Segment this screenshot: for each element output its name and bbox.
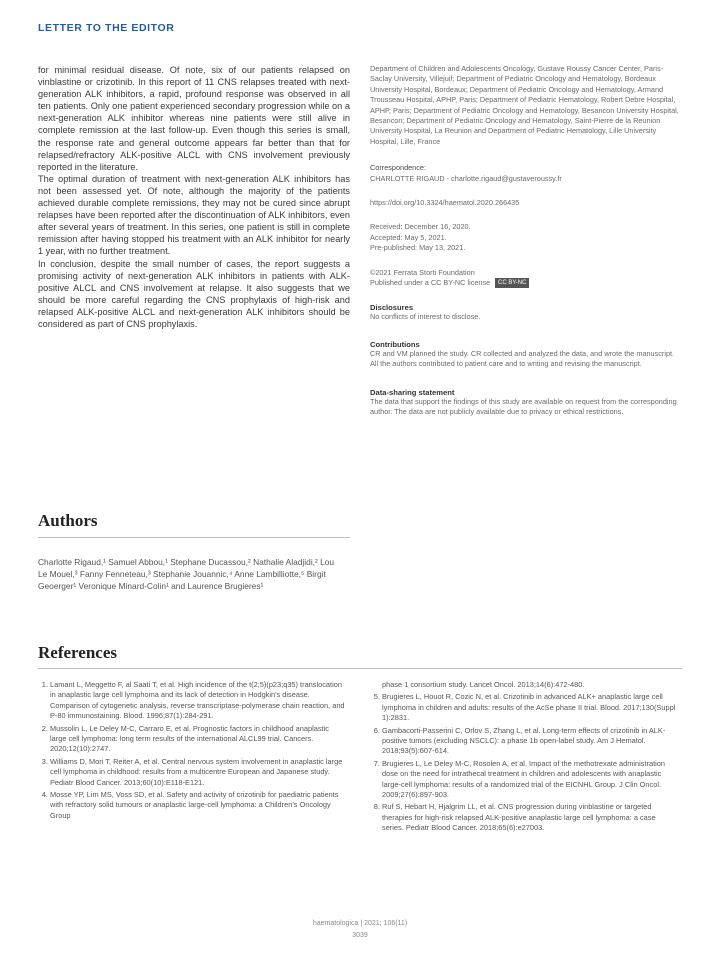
page-number: 3039 [352,932,368,939]
body-paragraph: for minimal residual disease. Of note, six of our patients relapsed on vinblastine or crizotinib. In this report of 11 CNS relapses treated with next-generation ALK inhibitors, a rapid, profound response was observed in all ten patients. Only one patient experienced secondary progression while on a next-generation ALK inhibitor whereas nine patients were still alive in complete remission at the last follow-up. Even though this series is small, the response rate and general outcome appears far better than that for relapsed/refractory ALK-positive ALCL with CNS involvement previously reported in the literature. [38,65,350,172]
license-line [370,278,680,288]
accepted-date: Accepted: May 5, 2021. [370,232,447,242]
reference-item: 6. Gambacorti-Passerini C, Orlov S, Zhang L, et al. Long-term effects of crizotinib in ALK-positive tumors (excluding NSCLC): a phase 1b open-label study. Am J Hematol. 2018;93(5):607-614. [382,726,676,757]
contributions-text: CR and VM planned the study. CR collected and analyzed the data, and wrote the manuscript. All the authors contributed to patient care and to writing and revising the manuscript. [370,348,675,369]
section-label: LETTER TO THE EDITOR [38,22,175,34]
correspondence-text[interactable]: CHARLOTTE RIGAUD - charlotte.rigaud@gustaveroussy.fr [370,173,562,183]
disclosures-text: No conflicts of interest to disclose. [370,311,481,321]
article-metadata [370,64,680,418]
references-left-column [38,680,346,823]
disclosures-title: Disclosures [370,302,414,312]
copyright-line: ©2021 Ferrata Storti Foundation [370,267,475,277]
affiliations: Department of Children and Adolescents Oncology, Gustave Roussy Cancer Center, Paris-Saclay University, Villejuif; Department of Pediatric Oncology and Hematology, Bordeaux University Hospital, Bordeaux; Department of Pediatric Oncology and Hematology, Armand Trousseau Hospital, APHP, Paris; Department of Pediatric Hematology, Robert Debre Hospital, APHP, Paris; Department of Pediatric Oncology and Hematology, Besancon University Hospital, Besancon; Department of Pediatric Oncology and Hematology, Saint-Pierre de la Reunion University Hospital, La Reunion and Department of Pediatric Hematology, Lille University Hospital, Lille, France [370,64,679,146]
data-sharing-title: Data-sharing statement [370,387,455,397]
authors-list: Charlotte Rigaud,¹ Samuel Abbou,¹ Stephane Ducassou,² Nathalie Aladjidi,² Lou Le Mouel,³ Fanny Fenneteau,³ Stephanie Jouannic,⁴ Anne Lambilliotte,⁵ Birgit Geoerger¹ Veronique Minard-Colin¹ and Laurence Brugieres¹ [38,557,335,591]
journal-footer: haematologica | 2021; 106(11) [312,920,408,927]
reference-item: 4. Mosse YP, Lim MS, Voss SD, et al. Safety and activity of crizotinib for paediatric patients with refractory solid tumours or anaplastic large-cell lymphoma: a Children's Oncology Group [50,790,346,821]
body-paragraph: In conclusion, despite the small number of cases, the report suggests a promising activity of next-generation ALK inhibitors in patients with ALK-positive ALCL and CNS involvement at relapse. It also suggests that we should be more careful regarding the CNS prophylaxis of high-risk and relapsed ALK-positive ALCL and next-generation ALK inhibitors should be considered as part of CNS prophylaxis. [38,258,350,329]
reference-item: 1. Lamant L, Meggetto F, al Saati T, et al. High incidence of the t(2;5)(p23;q35) translocation in anaplastic large cell lymphoma and its lack of detection in Hodgkin's disease. Comparison of cytogenetic analysis, reverse transcriptase-polymerase chain reaction, and P-80 immunostaining. Blood. 1996;87(1):284-291. [50,680,346,722]
doi-link[interactable]: https://doi.org/10.3324/haematol.2020.266435 [370,198,520,208]
received-date: Received: December 16, 2020. [370,222,471,232]
body-paragraph: The optimal duration of treatment with next-generation ALK inhibitors has not been assessed yet. Of note, although the majority of the patients achieved durable complete remissions, they may not be cured since abrupt relapses have been reported after the discontinuation of ALK inhibitors, even after several years of treatment. In this series, one patient is still in complete remission after having stopped his treatment with an ALK inhibitor for nearly 1 year, with no further treatment. [38,173,350,257]
cc-license-icon[interactable]: CC BY-NC [495,278,529,288]
reference-item: 8. Ruf S, Hebart H, Hjalgrim LL, et al. CNS progression during vinblastine or targeted therapies for high-risk relapsed ALK-positive anaplastic large cell lymphoma: a case series. Pediatr Blood Cancer. 2018;65(6):e27003. [382,802,676,833]
correspondence-block [370,163,680,184]
copyright-block [370,268,680,289]
references-divider [38,668,682,669]
references-heading: References [38,643,117,662]
reference-item: 3. Williams D, Mori T, Reiter A, et al. Central nervous system involvement in anaplastic large cell lymphoma in childhood: results from a multicentre European and Japanese study. Pediatr Blood Cancer. 2013;60(10):E118-E121. [50,757,346,788]
prepublished-date: Pre-published: May 13, 2021. [370,243,466,253]
authors-divider [38,537,350,538]
contributions-title: Contributions [370,339,420,349]
dates-block [370,222,680,253]
reference-item: 2. Mussolin L, Le Deley M-C, Carraro E, et al. Prognostic factors in childhood anaplastic large cell lymphoma: long term results of the international ALCL99 trial. Cancers. 2020;12(10):2747. [50,724,346,755]
reference-item: 7. Brugieres L, Le Deley M-C, Rosolen A, et al. Impact of the methotrexate administration dose on the need for intrathecal treatment in children and adolescents with anaplastic large-cell lymphoma: results of a randomized trial of the EICNHL Group. J Clin Oncol. 2009;27(6):897-903. [382,759,676,801]
data-sharing-text: The data that support the findings of this study are available on request from the corresponding author. The data are not publicly available due to privacy or ethical restrictions. [370,396,677,417]
authors-heading: Authors [38,511,98,530]
main-body-text [38,64,350,330]
correspondence-title: Correspondence: [370,163,426,173]
license-text: Published under a CC BY-NC license [370,278,491,288]
reference-item: 5. Brugieres L, Houot R, Cozic N, et al. Crizotinib in advanced ALK+ anaplastic large cell lymphoma in children and adults: results of the AcSe phase II trial. Blood. 2017;130(Suppl 1):2831. [382,692,676,723]
reference-item: phase 1 consortium study. Lancet Oncol. 2013;14(6):472-480. [382,680,585,689]
references-right-column [370,680,676,836]
